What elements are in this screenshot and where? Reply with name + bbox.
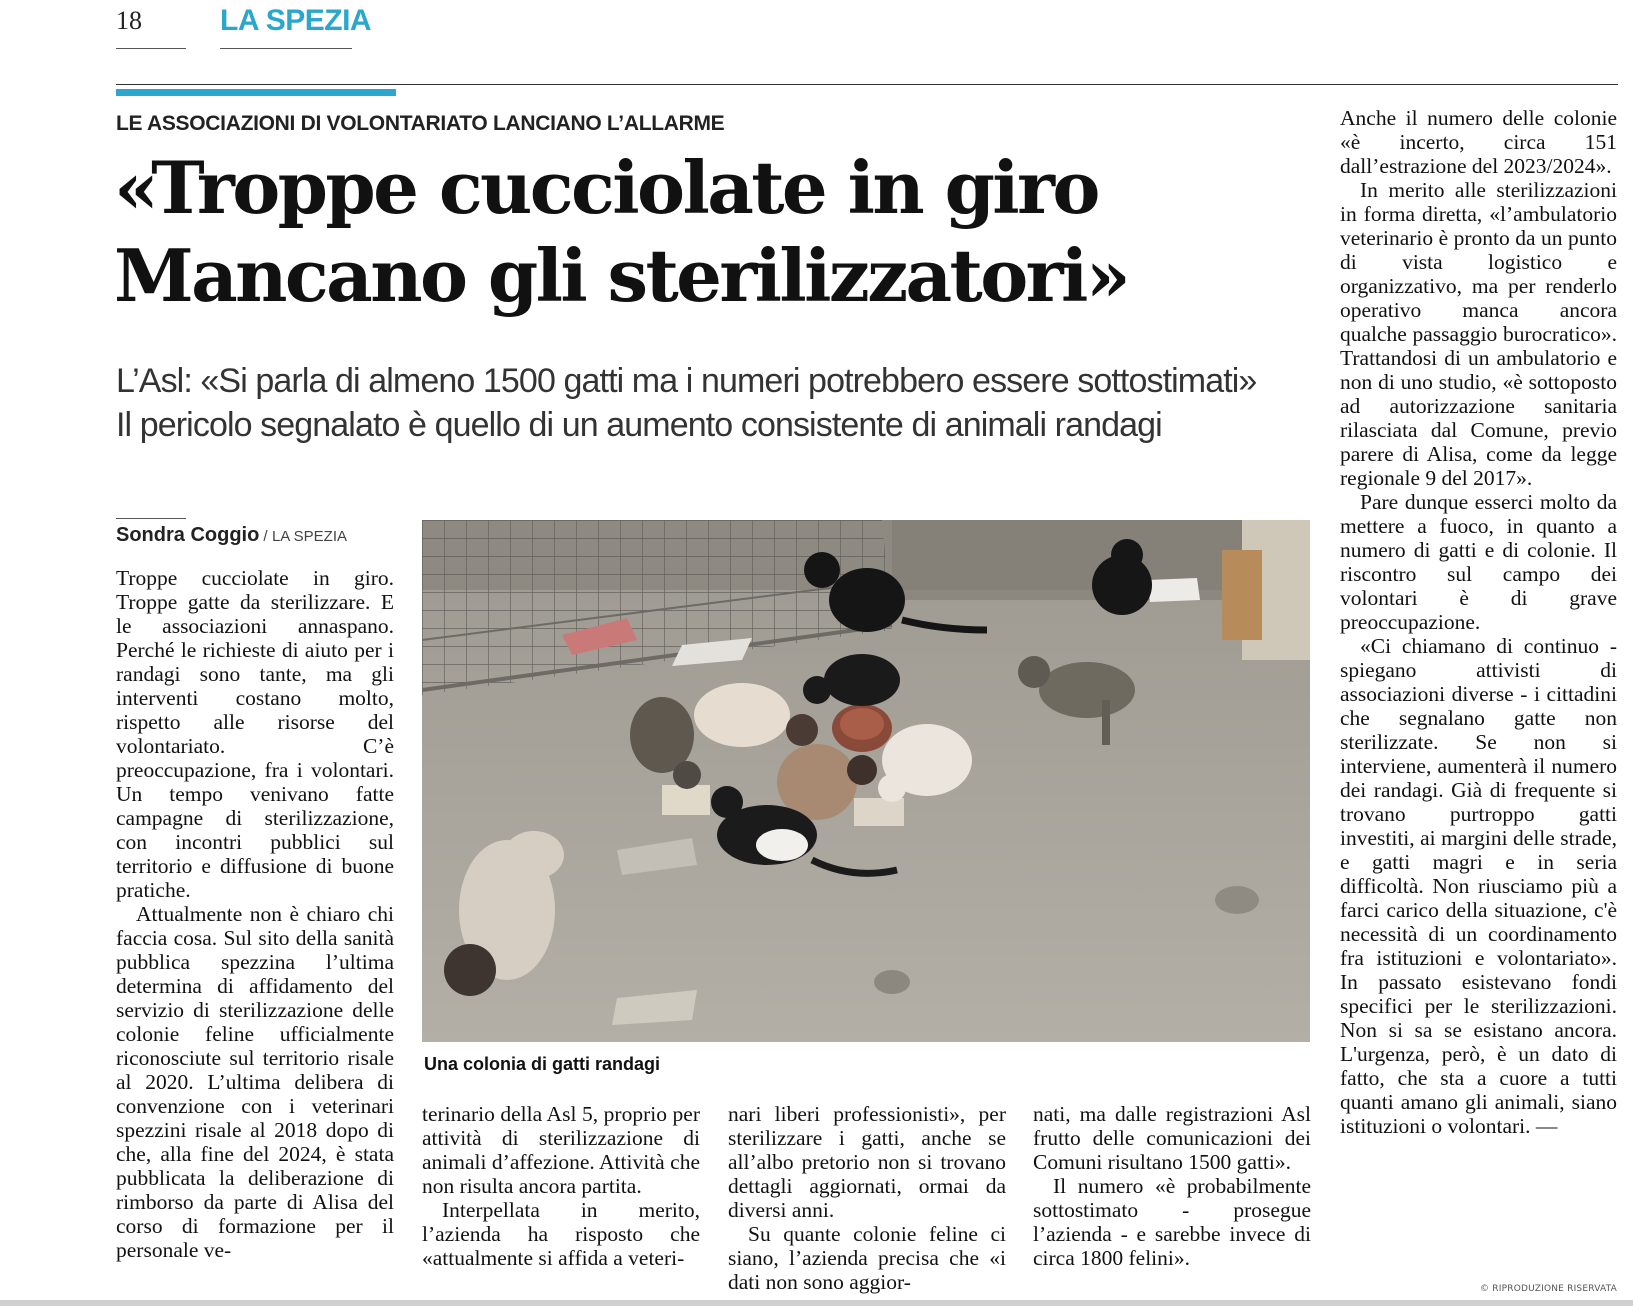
byline <box>116 524 347 547</box>
accent-bar <box>116 89 396 96</box>
paragraph: Il numero «è probabilmente sottostimato - prosegue l’azienda - e sarebbe invece di circa 1800 felini». <box>1033 1174 1311 1270</box>
section-rule <box>220 48 352 49</box>
paragraph: Interpellata in merito, l’azienda ha risposto che «attualmente si affida a veteri- <box>422 1198 700 1270</box>
headline-line-1: «Troppe cucciolate in giro <box>114 145 1098 230</box>
body-column-1 <box>116 566 394 1262</box>
paragraph: «Ci chiamano di continuo - spiegano attivisti di associazioni diverse - i cittadini che segnalano gatte non sterilizzate. Se non si interviene, aumenterà il numero dei randagi. Già di frequente si trovano purtroppo gatti investiti, ai margini delle strade, e gatti magri e in seria difficoltà. Non riusciamo più a farci carico della situazione, c'è necessità di un coordinamento fra istituzioni e volontariato». In passato esistevano fondi specifici per le sterilizzazioni. Non si sa se esistano ancora. L'urgenza, però, è un dato di fatto, che sta a cuore a tutti quanti amano gli animali, siano istituzioni o volontari. — <box>1340 634 1617 1138</box>
headline <box>114 144 1314 320</box>
body-column-2 <box>422 1102 700 1270</box>
body-column-4 <box>1033 1102 1311 1270</box>
article-photo <box>422 520 1310 1042</box>
cat-colony-photo <box>422 520 1310 1042</box>
paragraph: Attualmente non è chiaro chi faccia cosa. Sul sito della sanità pubblica spezzina l’ultima determina di affidamento del servizio di sterilizzazione delle colonie feline ufficialmente riconosciute sul territorio risale al 2020. L’ultima delibera di convenzione con i veterinari spezzini risale al 2018 dopo di che, alla fine del 2024, è stata pubblicata la deliberazione di rimborso da parte di Alisa del corso di formazione per il personale ve- <box>116 902 394 1262</box>
paragraph: In merito alle sterilizzazioni in forma diretta, «l’ambulatorio veterinario è pronto da un punto di vista logistico e organizzativo, ma per renderlo operativo manca ancora qualche passaggio burocratico». Trattandosi di un ambulatorio e non di uno studio, «è sottoposto ad autorizzazione sanitaria rilasciata dal Comune, previo parere di Alisa, come da legge regionale 9 del 2017». <box>1340 178 1617 490</box>
paragraph: Anche il numero delle colonie «è incerto, circa 151 dall’estrazione del 2023/2024». <box>1340 106 1617 178</box>
photo-caption: Una colonia di gatti randagi <box>424 1054 661 1074</box>
byline-author: Sondra Coggio <box>116 524 260 546</box>
paragraph: terinario della Asl 5, proprio per attività di sterilizzazione di animali d’affezione. Attività che non risulta ancora partita. <box>422 1102 700 1198</box>
copyright-notice: © RIPRODUZIONE RISERVATA <box>1480 1284 1617 1294</box>
subheadline <box>116 359 1316 447</box>
page-bottom-edge <box>0 1300 1633 1306</box>
header-rule <box>116 84 1618 85</box>
paragraph: nati, ma dalle registrazioni Asl frutto delle comunicazioni dei Comuni risultano 1500 gatti». <box>1033 1102 1311 1174</box>
kicker: LE ASSOCIAZIONI DI VOLONTARIATO LANCIANO L’ALLARME <box>116 112 725 135</box>
byline-separator: / <box>263 528 268 545</box>
page-number-rule <box>116 48 186 49</box>
body-column-3 <box>728 1102 1006 1294</box>
paragraph: nari liberi professionisti», per sterilizzare i gatti, anche se all’albo pretorio non si trovano dettagli aggiornati, ormai da diversi anni. <box>728 1102 1006 1222</box>
paragraph: Pare dunque esserci molto da mettere a fuoco, in quanto a numero di gatti e di colonie. Il riscontro sul campo dei volontari è di grave preoccupazione. <box>1340 490 1617 634</box>
body-column-5 <box>1340 106 1617 1138</box>
section-name: LA SPEZIA <box>220 4 372 37</box>
subheadline-line-1: L’Asl: «Si parla di almeno 1500 gatti ma i numeri potrebbero essere sottostimati» <box>116 362 1257 400</box>
byline-location: LA SPEZIA <box>271 528 347 545</box>
page-number: 18 <box>116 6 142 35</box>
byline-rule <box>116 518 186 519</box>
subheadline-line-2: Il pericolo segnalato è quello di un aumento consistente di animali randagi <box>116 406 1162 444</box>
paragraph: Su quante colonie feline ci siano, l’azienda precisa che «i dati non sono aggior- <box>728 1222 1006 1294</box>
paragraph: Troppe cucciolate in giro. Troppe gatte da sterilizzare. E le associazioni annaspano. Perché le richieste di aiuto per i randagi sono tante, ma gli interventi costano molto, rispetto alle risorse del volontariato. C’è preoccupazione, fra i volontari. Un tempo venivano fatte campagne di sterilizzazione, con incontri pubblici sul territorio e diffusione di buone pratiche. <box>116 566 394 902</box>
headline-line-2: Mancano gli sterilizzatori» <box>114 233 1129 318</box>
